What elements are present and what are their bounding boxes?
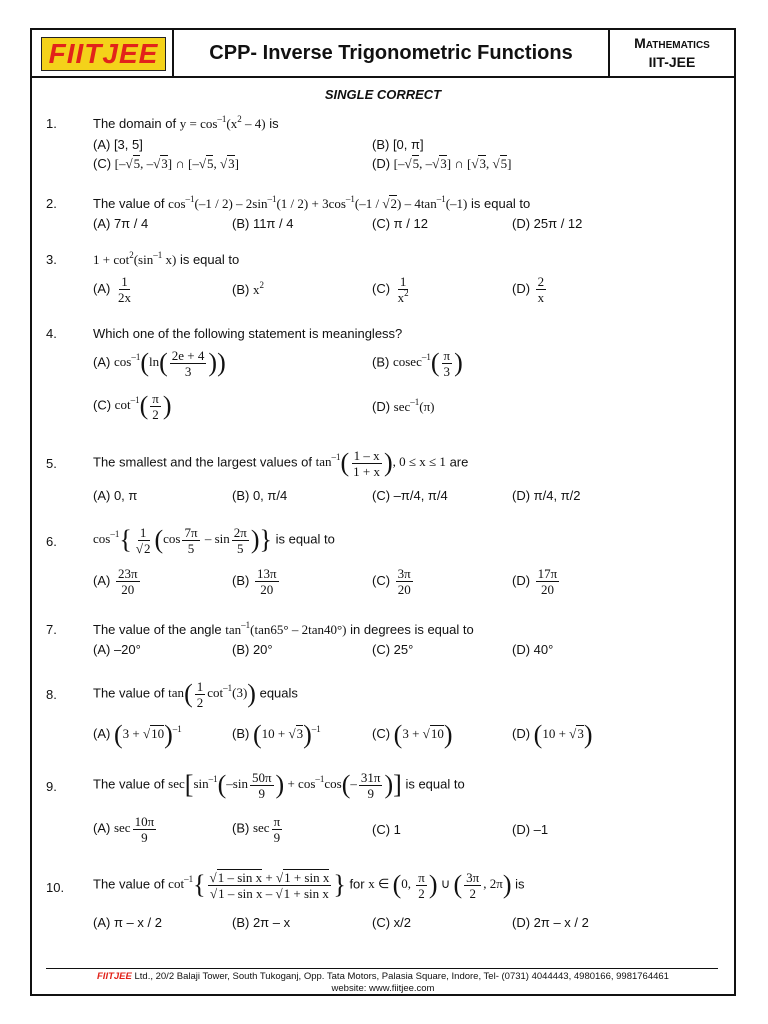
option-a: (A) sec $\frac{10\pi}{9}$: [93, 814, 155, 845]
question-text: $1 + \cot^2(\sin^{-1}$ x) is equal to: [93, 250, 240, 267]
option-a: (A) $(3 + √10)^{-1}$: [93, 720, 182, 749]
option-d: (D) [–√5, –√3] ∩ [√3, √5]: [372, 156, 512, 171]
question-number: 1.: [46, 116, 57, 131]
option-c: (C) –π/4, π/4: [372, 488, 448, 503]
question-number: 5.: [46, 456, 57, 471]
fiitjee-logo: FIITJEE: [41, 37, 166, 71]
question-text: $\cos^{-1}${ $\frac{1}{√2}$ (cos $\frac{7\pi}{5}$ – sin $\frac{2\pi}{5}$ )} is equal to: [93, 525, 335, 556]
option-b: (B) [0, π]: [372, 137, 424, 152]
footer: [32, 971, 734, 995]
header: [32, 30, 734, 78]
option-d: (D) $\frac{17\pi}{20}$: [512, 566, 558, 597]
option-d: (D) –1: [512, 822, 549, 837]
question-text: The value of tan( $\frac{1}{2}$ $\cot^{-1}(3)$) equals: [93, 679, 298, 710]
option-d: (D) 25π / 12: [512, 216, 583, 231]
section-title: SINGLE CORRECT: [324, 87, 442, 102]
option-b: (B) $(10 + √3)^{-1}$: [232, 720, 321, 749]
option-c: (C) x/2: [372, 915, 411, 930]
question-number: 8.: [46, 687, 57, 702]
option-c: (C) 25°: [372, 642, 414, 657]
option-a: (A) $\frac{23\pi}{20}$: [93, 566, 138, 597]
option-c: (C) 1: [372, 822, 401, 837]
option-b: (B) 0, π/4: [232, 488, 288, 503]
option-a: (A) 0, π: [93, 488, 138, 503]
option-b: (B) 11π / 4: [232, 216, 294, 231]
subject-label: Mathematics IIT-JEE: [634, 35, 710, 70]
option-d: (D) 40°: [512, 642, 554, 657]
option-d: (D) $\frac{2}{x}$: [512, 274, 545, 305]
option-b: (B) 2π – x: [232, 915, 291, 930]
question-text: Which one of the following statement is meaningless?: [93, 326, 403, 341]
option-a: (A) 7π / 4: [93, 216, 149, 231]
footer-logo: FIITJEE: [97, 971, 132, 982]
question-text: The value of $\sec[\sin^{-1}(-\sin$ $\frac{50\pi}{9}$ ) + $\cos^{-1}\cos(-$ $\frac{31\pi}{9}$ )] is equal to: [93, 770, 465, 801]
question-number: 4.: [46, 326, 57, 341]
option-a: (A) –20°: [93, 642, 141, 657]
option-b: (B) 20°: [232, 642, 273, 657]
option-c: (C) $\frac{3\pi}{20}$: [372, 566, 411, 597]
option-c: (C) [–√5, –√3] ∩ [–√5, √3]: [93, 156, 239, 171]
footer-website[interactable]: website: www.fiitjee.com: [331, 983, 435, 994]
option-b: (B) cosec$^{-1}$( $\frac{\pi}{3}$ ): [372, 348, 463, 379]
option-c: (C) $\frac{1}{x^2}$: [372, 274, 409, 305]
question-number: 10.: [46, 880, 65, 895]
option-c: (C) (3 + √10): [372, 720, 453, 749]
question-text: The domain of $y = \cos^{-1}(x^2 - 4)$ is: [93, 114, 279, 131]
question-number: 9.: [46, 779, 57, 794]
option-a: (A) π – x / 2: [93, 915, 162, 930]
option-b: (B) $\frac{13\pi}{20}$: [232, 566, 277, 597]
option-d: (D) π/4, π/2: [512, 488, 581, 503]
question-text: The value of $\cot^{-1}${ $\frac{\text{√1 – sin x + √1 + sin x}}{\text{√1 – sin x – √1 + sin x}}$ } for x ∈ (0, $\frac{\pi}{2}$ ) ∪ ( $\frac{3\pi}{2}$ , 2π) is: [93, 870, 525, 901]
question-number: 3.: [46, 252, 57, 267]
option-a: (A) [3, 5]: [93, 137, 143, 152]
question-text: The smallest and the largest values of $\tan^{-1}$( $\frac{1 - x}{1 + x}$ ), 0 ≤ x ≤ 1 are: [93, 448, 469, 479]
option-c: (C) π / 12: [372, 216, 428, 231]
option-a: (A) $\cos^{-1}(\ln$( $\frac{2e + 4}{3}$ )): [93, 348, 226, 379]
question-text: The value of $\cos^{-1}(-1 / 2) - 2\sin^{-1}(1 / 2) + 3\cos^{-1}(-1 / √2) - 4\tan^{-1}(-1)$ is equal to: [93, 194, 531, 211]
option-b: (B) sec $\frac{\pi}{9}$: [232, 814, 281, 845]
option-d: (D) 2π – x / 2: [512, 915, 589, 930]
option-c: (C) $\cot^{-1}$( $\frac{\pi}{2}$ ): [93, 391, 172, 422]
question-number: 6.: [46, 534, 57, 549]
option-d: (D) (10 + √3): [512, 720, 593, 749]
option-d: (D) $\sec^{-1}(\pi)$: [372, 397, 435, 414]
question-number: 7.: [46, 622, 57, 637]
option-a: (A) $\frac{1}{2x}$: [93, 274, 131, 305]
option-b: (B) $x^2$: [232, 280, 264, 297]
footer-address: Ltd., 20/2 Balaji Tower, South Tukoganj, Opp. Tata Motors, Palasia Square, Indore, Tel- (0731) 4044443, 4980166, 9981764461: [131, 971, 669, 982]
question-text: The value of the angle $\tan^{-1}(\tan 65^\circ - 2\tan 40^\circ)$ in degrees is equal to: [93, 620, 474, 637]
worksheet-page: [30, 28, 736, 996]
page-title: CPP- Inverse Trigonometric Functions: [209, 41, 573, 64]
question-number: 2.: [46, 196, 57, 211]
footer-divider: [46, 968, 718, 969]
